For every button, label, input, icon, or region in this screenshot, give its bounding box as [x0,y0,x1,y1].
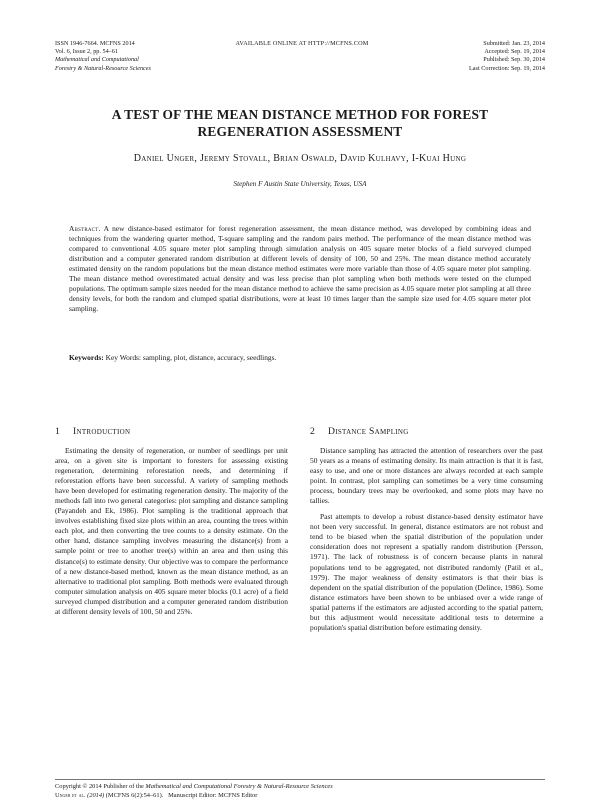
distance-paragraph-2: Past attempts to develop a robust distance-based density estimator have not been very successful. In general, distance estimators are not robust and tend to be biased when the spatial distribution of the population under consideration does not represent a spatially random distribution (Persson, 1971). The lack of robustness is of concern because plants in natural populations tend to be aggregated, not distributed randomly (Patil et al., 1979). The major weakness of density estimators is that their bias is dependent on the spatial distribution of the population (Delince, 1986). Some distance estimators have been shown to be unbiased over a wide range of spatial patterns if the estimators are adjusted according to the spatial pattern, but this adjustment would necessitate additional tests to determine a population's spatial distribution before estimating density. [310,512,543,632]
correction-date: Last Correction: Sep. 19, 2014 [469,64,545,72]
keywords-text: Key Words: sampling, plot, distance, accuracy, seedlings. [105,353,277,362]
published-date: Published: Sep. 30, 2014 [483,56,545,64]
section-title: Introduction [73,426,131,437]
paper-title [55,106,545,140]
author-list: Daniel Unger, Jeremy Stovall, Brian Oswald, David Kulhavy, I-Kuai Hung [133,153,467,164]
distance-paragraph-1: Distance sampling has attracted the attention of researchers over the past 50 years as a means of estimating density. Its main attraction is that it is fast, easy to use, and one or more distances are always recorded at each sample point. In contrast, plot sampling can sometimes be a very time consuming process, boundary trees may be overlooked, and some plots may have no tallies. [310,446,543,506]
abstract-text: A new distance-based estimator for forest regeneration assessment, the mean distance method, was developed by combining ideas and techniques from the wandering quarter method, T-square sampling and the random pairs method. The performance of the mean distance method was compared to conventional 4.05 square meter plot sampling through simulation analysis on 405 square meter blocks of a field surveyed clumped distribution and a computer generated random distribution at different levels of density of 100, 50 and 25%. The mean distance method accurately estimated density on the random populations but the mean distance method estimates were more variable than those of 4.05 square meter plot sampling. The mean distance method overestimated actual density and was less precise than plot sampling when both methods were tested on the clumped populations. The optimum sample sizes needed for the mean distance method to achieve the same precision as 4.05 square meter plot sampling at all three density levels, for both the random and clumped spatial distributions, were at least 10 times larger than the sample size used for 4.05 square meter plot sampling. [69,224,531,314]
copyright-prefix: Copyright © 2014 Publisher of the [55,783,146,790]
manuscript-editor: Manuscript Editor: MCFNS Editor [168,791,258,799]
footer-divider [55,779,545,780]
section-heading-introduction [55,426,288,437]
journal-url-text: AVAILABLE ONLINE AT HTTP://MCFNS.COM [235,40,369,47]
citation-year: (2014) [87,791,105,799]
footer [55,783,545,800]
citation-ref: (MCFNS 6(2):54–61). [105,791,164,799]
section-number: 1 [55,426,61,437]
intro-paragraph: Estimating the density of regeneration, or number of seedlings per unit area, on a given site is important to foresters for assessing existing regeneration, determining reforestation needs, and determining if reforestation efforts have been successful. A variety of sampling methods have been developed for estimating regeneration density. The majority of the methods fall into two general categories: plot sampling and distance sampling (Payandeh and Ek, 1986). Plot sampling is the traditional approach that involves establishing fixed size plots within an area, counting the trees within each plot, and then converting the tree counts to a density estimate. On the other hand, distance sampling involves measuring the distance(s) from a sample point or tree to another tree(s) within an area and then using this distance(s) to estimate density. Our objective was to compare the performance of a new distance-based method, known as the mean distance method, as an alternative to traditional plot sampling. Both methods were evaluated through computer simulation analysis on 405 square meter blocks (0.1 acre) of a field surveyed clumped distribution and a computer generated random distribution at different density levels of 100, 50 and 25%. [55,446,288,616]
copyright-line [55,783,545,792]
citation-line [55,792,545,800]
section-title: Distance Sampling [328,426,409,437]
publication-dates [375,40,545,73]
right-column [310,426,543,633]
journal-info [55,40,215,73]
abstract [69,224,531,314]
author-affiliation: Stephen F Austin State University, Texas, USA [233,180,367,188]
section-heading-distance-sampling [310,426,543,437]
journal-url [217,40,387,48]
left-column [55,426,288,617]
paper-title-line2: REGENERATION ASSESSMENT [197,124,403,139]
paper-title-line1: A TEST OF THE MEAN DISTANCE METHOD FOR FOREST [111,107,489,122]
journal-issn: ISSN 1946-7664. MCFNS 2014 [55,40,135,47]
copyright-journal: Mathematical and Computational Forestry & Natural-Resource Sciences [145,783,333,790]
keywords [69,353,531,362]
keywords-label: Keywords: [69,353,104,362]
journal-volume: Vol. 6, Issue 2, pp. 54–61 [55,48,118,56]
citation-authors: Unger et al. [55,791,86,799]
submitted-date: Submitted: Jan. 23, 2014 [483,40,545,47]
accepted-date: Accepted: Sep. 19, 2014 [484,48,545,56]
journal-name-line2: Forestry & Natural-Resource Sciences [55,64,151,72]
journal-name-line1: Mathematical and Computational [55,56,139,64]
section-number: 2 [310,426,316,437]
abstract-label: Abstract. [69,224,101,233]
